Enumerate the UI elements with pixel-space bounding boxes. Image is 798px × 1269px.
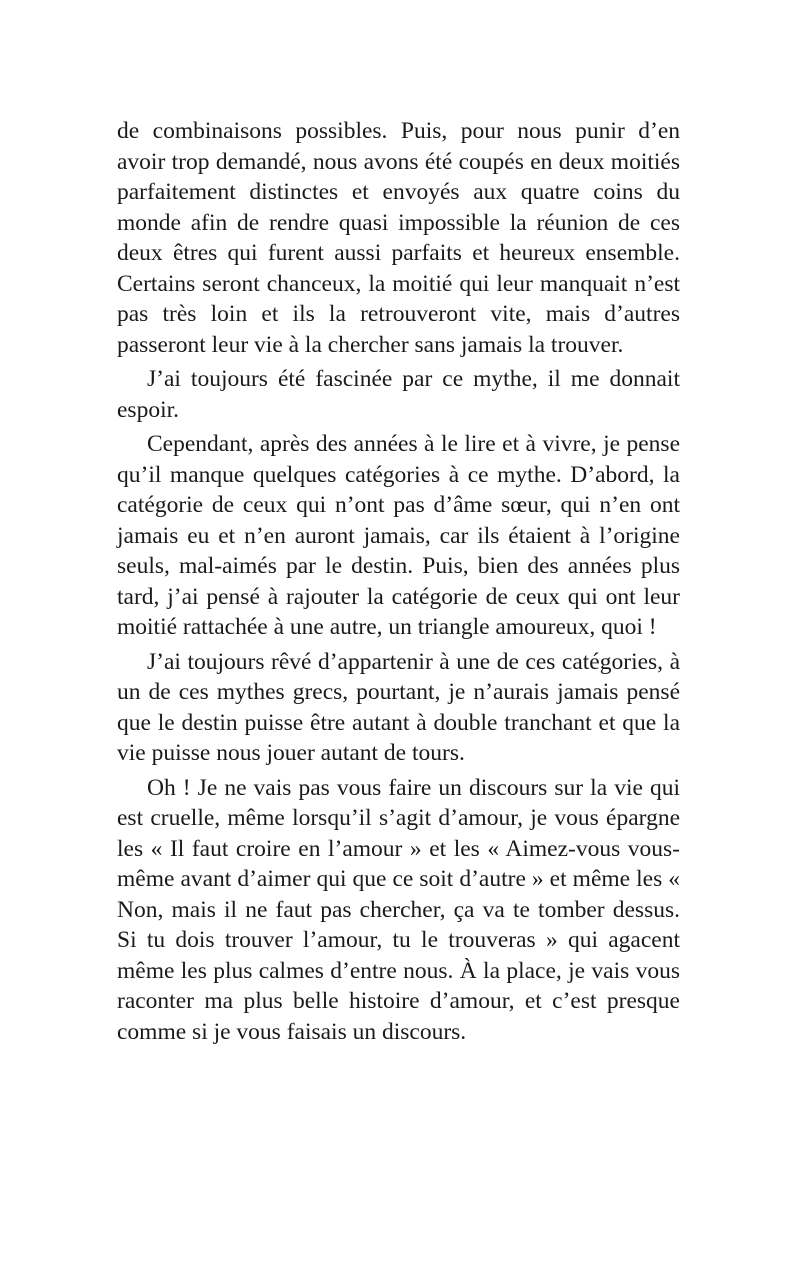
paragraph-2: J’ai toujours été fascinée par ce mythe, il me donnait espoir. bbox=[117, 366, 680, 423]
paragraph-3: Cependant, après des années à le lire et à vivre, je pense qu’il manque quelques catégories à ce mythe. D’abord, la catégorie de ceux qui n’ont pas d’âme sœur, qui n’en ont jamais eu et n’en auront jamais, car ils étaient à l’origine seuls, mal-aimés par le destin. Puis, bien des années plus tard, j’ai pensé à rajouter la catégorie de ceux qui ont leur moitié rattachée à une autre, un triangle amoureux, quoi ! bbox=[117, 431, 680, 640]
body-text bbox=[117, 116, 680, 1051]
paragraph-4: J’ai toujours rêvé d’appartenir à une de ces catégories, à un de ces mythes grecs, pourtant, je n’aurais jamais pensé que le destin puisse être autant à double tranchant et que la vie puisse nous jouer autant de tours. bbox=[117, 648, 680, 766]
paragraph-1: de combinaisons possibles. Puis, pour nous punir d’en avoir trop demandé, nous avons été coupés en deux moitiés parfaitement distinctes et envoyés aux quatre coins du monde afin de rendre quasi impossible la réunion de ces deux êtres qui furent aussi parfaits et heureux ensemble. Certains seront chanceux, la moitié qui leur manquait n’est pas très loin et ils la retrouveront vite, mais d’autres passeront leur vie à la chercher sans jamais la trouver. bbox=[117, 118, 680, 358]
paragraph-5: Oh ! Je ne vais pas vous faire un discours sur la vie qui est cruelle, même lorsqu’il s’agit d’amour, je vous épargne les « Il faut croire en l’amour » et les « Aimez-vous vous-même avant d’aimer qui que ce soit d’autre » et même les « Non, mais il ne faut pas chercher, ça va te tomber dessus. Si tu dois trouver l’amour, tu le trouveras » qui agacent même les plus calmes d’entre nous. À la place, je vais vous raconter ma plus belle histoire d’amour, et c’est presque comme si je vous faisais un discours. bbox=[117, 774, 680, 1045]
